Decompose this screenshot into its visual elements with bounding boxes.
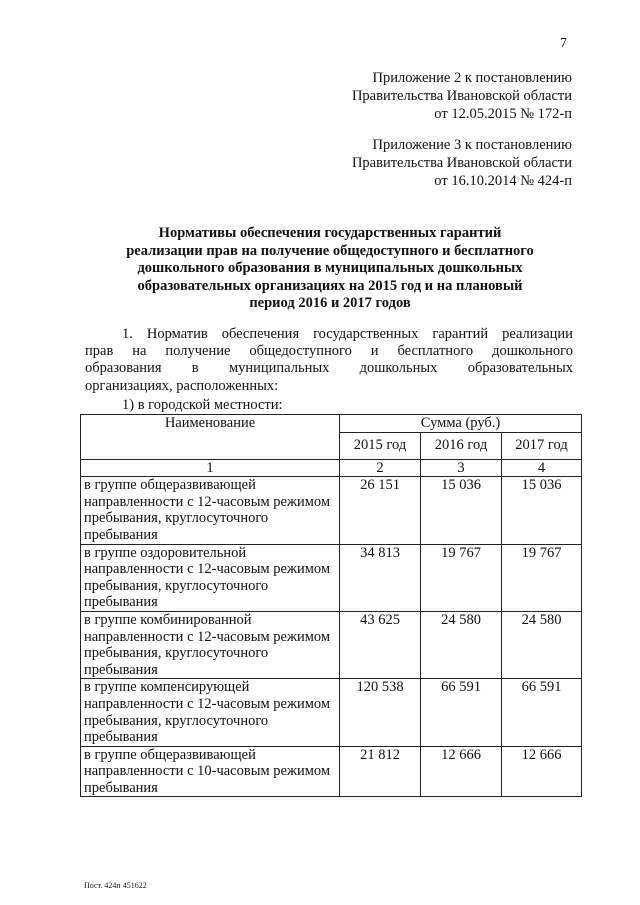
annex-1-line-3: от 12.05.2015 № 172-п <box>434 106 572 122</box>
value-cell-2016: 15 036 <box>421 477 502 544</box>
row-name-line: в группе оздоровительной <box>84 544 247 561</box>
title-line-2: реализации прав на получение общедоступного и бесплатного <box>126 242 534 259</box>
page-number: 7 <box>560 36 567 51</box>
row-name-line: направленности с 12-часовым режимом <box>84 695 331 712</box>
row-name-line: пребывания <box>84 661 158 678</box>
row-name-line: пребывания, круглосуточного <box>84 510 269 527</box>
value-cell-2017: 15 036 <box>502 477 582 544</box>
intro-line-3 <box>85 360 573 377</box>
row-name-line: направленности с 12-часовым режимом <box>84 561 331 578</box>
value-cell-2015: 43 625 <box>340 611 421 678</box>
value-cell-2016: 12 666 <box>421 746 502 797</box>
row-name-line: направленности с 12-часовым режимом <box>84 628 331 645</box>
annex-2-line-1: Приложение 3 к постановлению <box>372 137 572 153</box>
footer-code: Пост. 424п 451622 <box>84 881 147 890</box>
intro-line-2 <box>85 343 573 360</box>
intro-word: дошкольных <box>359 360 438 377</box>
value-cell-2015: 21 812 <box>340 746 421 797</box>
row-name-cell <box>81 611 340 678</box>
table-row <box>81 746 582 797</box>
table-row <box>81 477 582 544</box>
intro-word: Норматив <box>146 326 208 342</box>
intro-word: реализации <box>502 326 573 342</box>
value-cell-2017: 12 666 <box>502 746 582 797</box>
annex-1-line-2: Правительства Ивановской области <box>351 88 572 104</box>
header-year-2015: 2015 год <box>340 432 421 459</box>
row-name-line: пребывания <box>84 779 158 796</box>
annex-1-line-1: Приложение 2 к постановлению <box>372 70 572 86</box>
intro-word: прав <box>85 343 114 360</box>
intro-word: получение <box>165 343 231 360</box>
row-name-line: в группе общеразвивающей <box>84 746 256 763</box>
column-number-4: 4 <box>502 459 582 477</box>
intro-word: 1. <box>122 326 133 342</box>
intro-word: дошкольного <box>492 343 573 360</box>
value-cell-2015: 34 813 <box>340 544 421 611</box>
annex-2-line-2: Правительства Ивановской области <box>351 155 572 171</box>
header-name: Наименование <box>81 415 340 460</box>
norms-table <box>80 414 582 797</box>
intro-paragraph <box>85 326 573 395</box>
row-name-line: пребывания <box>84 594 158 611</box>
row-name-line: направленности с 10-часовым режимом <box>84 763 331 780</box>
header-year-2017: 2017 год <box>502 432 582 459</box>
value-cell-2015: 120 538 <box>340 679 421 746</box>
title-line-5: период 2016 и 2017 годов <box>249 295 411 312</box>
table-row <box>81 611 582 678</box>
row-name-line: направленности с 12-часовым режимом <box>84 493 331 510</box>
intro-word: муниципальных <box>228 360 330 377</box>
intro-line-4: организациях, расположенных: <box>85 377 279 394</box>
intro-word: государственных <box>313 326 419 342</box>
value-cell-2017: 66 591 <box>502 679 582 746</box>
annex-reference-2 <box>352 136 572 190</box>
annex-reference-1 <box>352 69 572 123</box>
intro-word: и <box>370 343 379 360</box>
annex-2-line-3: от 16.10.2014 № 424-п <box>434 173 572 189</box>
table-column-numbers-row <box>81 459 582 477</box>
row-name-line: в группе компенсирующей <box>84 679 250 696</box>
intro-word: образовательных <box>467 360 573 377</box>
row-name-line: в группе общеразвивающей <box>84 477 256 494</box>
title-line-3: дошкольного образования в муниципальных дошкольных <box>137 260 523 277</box>
intro-word: бесплатного <box>397 343 474 360</box>
header-year-2016: 2016 год <box>421 432 502 459</box>
row-name-line: пребывания, круглосуточного <box>84 645 269 662</box>
row-name-line: пребывания, круглосуточного <box>84 712 269 729</box>
value-cell-2017: 24 580 <box>502 611 582 678</box>
title-line-1: Нормативы обеспечения государственных гарантий <box>158 225 502 241</box>
value-cell-2017: 19 767 <box>502 544 582 611</box>
value-cell-2016: 19 767 <box>421 544 502 611</box>
table-row <box>81 679 582 746</box>
subsection-heading: 1) в городской местности: <box>122 397 283 413</box>
row-name-line: в группе комбинированной <box>84 611 252 628</box>
row-name-cell <box>81 746 340 797</box>
intro-word: на <box>132 343 147 360</box>
intro-word: гарантий <box>432 326 489 342</box>
title-line-4: образовательных организациях на 2015 год и на плановый <box>137 277 523 294</box>
intro-word: обеспечения <box>221 326 300 342</box>
intro-line-1 <box>85 326 573 343</box>
column-number-2: 2 <box>340 459 421 477</box>
row-name-line: пребывания <box>84 526 158 543</box>
row-name-line: пребывания, круглосуточного <box>84 577 269 594</box>
intro-word: общедоступного <box>249 343 352 360</box>
header-sum: Сумма (руб.) <box>340 415 582 433</box>
table-row <box>81 544 582 611</box>
value-cell-2015: 26 151 <box>340 477 421 544</box>
row-name-cell <box>81 477 340 544</box>
intro-word: в <box>191 360 199 377</box>
column-number-3: 3 <box>421 459 502 477</box>
row-name-line: пребывания <box>84 729 158 746</box>
row-name-cell <box>81 544 340 611</box>
intro-word: образования <box>85 360 162 377</box>
value-cell-2016: 66 591 <box>421 679 502 746</box>
row-name-cell <box>81 679 340 746</box>
column-number-1: 1 <box>81 459 340 477</box>
table-header-row <box>81 415 582 433</box>
document-title <box>80 225 580 313</box>
value-cell-2016: 24 580 <box>421 611 502 678</box>
